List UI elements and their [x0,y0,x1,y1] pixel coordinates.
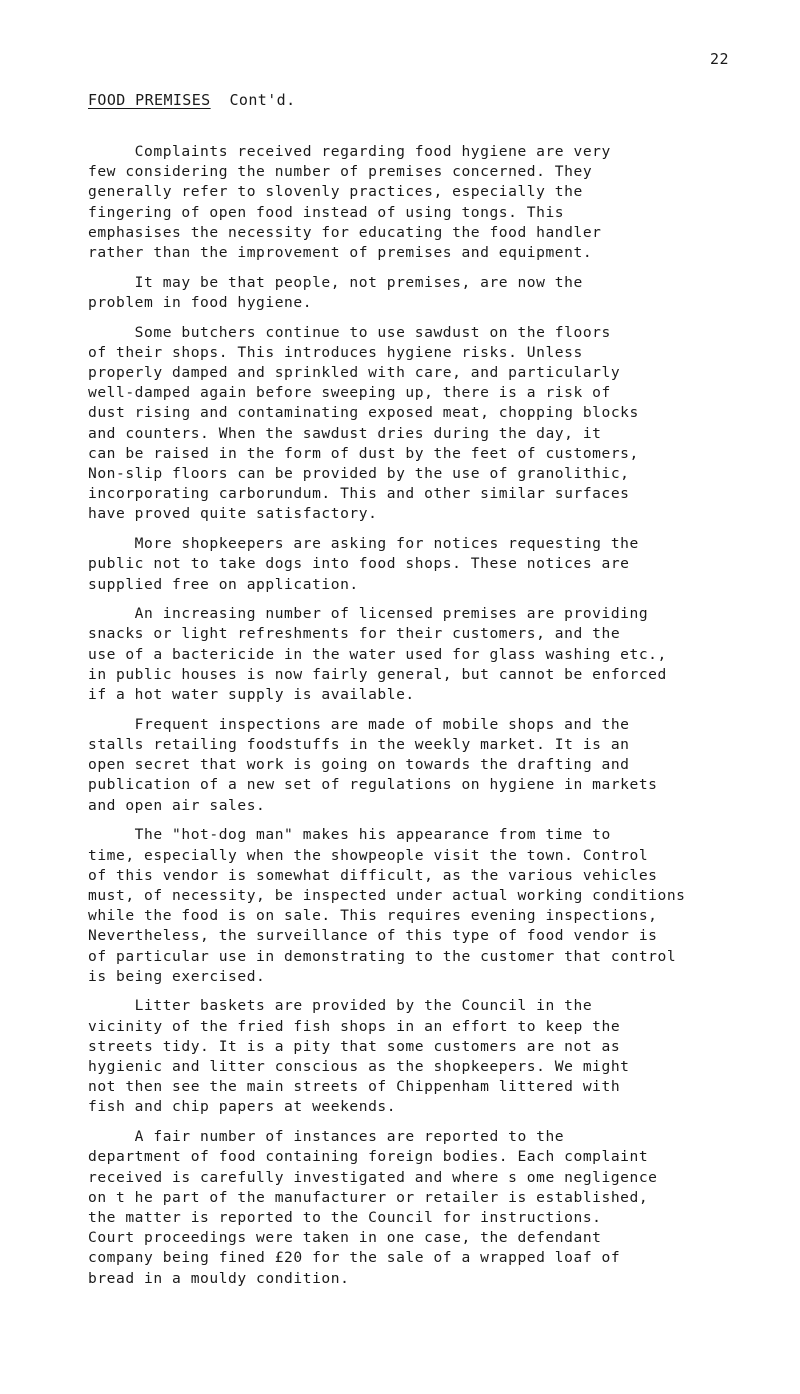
text-line: in public houses is now fairly general, but cannot be enforced [88,665,667,683]
text-line: emphasises the necessity for educating the food handler [88,223,602,241]
paragraph [88,825,800,987]
text-line: vicinity of the fried fish shops in an effort to keep the [88,1017,621,1035]
text-line: while the food is on sale. This requires evening inspections, [88,907,658,925]
text-line: stalls retailing foodstuffs in the weekly market. It is an [88,735,630,753]
text-line: open secret that work is going on towards the drafting and [88,756,630,774]
paragraph [88,273,800,313]
section-heading [88,91,296,109]
text-line: of particular use in demonstrating to the customer that control [88,947,677,965]
text-line: fish and chip papers at weekends. [88,1098,397,1116]
paragraph [88,604,800,705]
text-line: few considering the number of premises concerned. They [88,163,593,181]
text-line: incorporating carborundum. This and other similar surfaces [88,485,630,503]
text-line: The "hot-dog man" makes his appearance from time to [88,826,611,844]
text-line: fingering of open food instead of using tongs. This [88,203,565,221]
text-line: of this vendor is somewhat difficult, as the various vehicles [88,866,658,884]
page-number: 22 [710,50,730,68]
text-line: An increasing number of licensed premises are providing [88,605,649,623]
text-line: company being fined £20 for the sale of a wrapped loaf of [88,1249,621,1267]
text-line: Litter baskets are provided by the Council in the [88,997,593,1015]
text-line: is being exercised. [88,967,266,985]
text-line: use of a bactericide in the water used for glass washing etc., [88,645,667,663]
text-line: bread in a mouldy condition. [88,1269,350,1287]
text-line: time, especially when the showpeople visit the town. Control [88,846,649,864]
text-line: problem in food hygiene. [88,293,313,311]
text-line: dust rising and contaminating exposed meat, chopping blocks [88,404,639,422]
text-line: must, of necessity, be inspected under actual working conditions [88,886,686,904]
text-line: well-damped again before sweeping up, there is a risk of [88,384,611,402]
text-line: Frequent inspections are made of mobile shops and the [88,715,630,733]
text-line: More shopkeepers are asking for notices requesting the [88,535,639,553]
text-line: of their shops. This introduces hygiene risks. Unless [88,343,583,361]
text-line: streets tidy. It is a pity that some customers are not as [88,1037,621,1055]
text-line: Complaints received regarding food hygiene are very [88,143,611,160]
text-line: the matter is reported to the Council for instructions. [88,1208,602,1226]
text-line: A fair number of instances are reported to the [88,1128,565,1146]
text-line: properly damped and sprinkled with care, and particularly [88,364,621,382]
text-line: have proved quite satisfactory. [88,505,378,523]
text-line: snacks or light refreshments for their customers, and the [88,625,621,643]
text-line: can be raised in the form of dust by the feet of customers, [88,444,639,462]
paragraph [88,1127,800,1289]
text-line: supplied free on application. [88,575,359,593]
paragraph [88,996,800,1117]
paragraph [88,323,800,525]
text-line: Non-slip floors can be provided by the use of granolithic, [88,465,630,483]
text-line: publication of a new set of regulations on hygiene in markets [88,776,658,794]
text-line: and open air sales. [88,796,266,814]
text-line: and counters. When the sawdust dries during the day, it [88,424,602,442]
text-line: rather than the improvement of premises and equipment. [88,244,593,262]
text-line: Some butchers continue to use sawdust on the floors [88,323,611,341]
text-line: on t he part of the manufacturer or retailer is established, [88,1188,649,1206]
text-line: department of food containing foreign bodies. Each complaint [88,1148,649,1166]
text-line: hygienic and litter conscious as the shopkeepers. We might [88,1058,630,1076]
text-line: Court proceedings were taken in one case, the defendant [88,1229,602,1247]
paragraph [88,715,800,816]
section-title: FOOD PREMISES [88,91,211,109]
text-line: It may be that people, not premises, are now the [88,273,583,291]
section-title-suffix: Cont'd. [229,91,296,109]
text-line: received is carefully investigated and where s ome negligence [88,1168,658,1186]
body-text [88,142,800,1298]
text-line: public not to take dogs into food shops. These notices are [88,555,630,573]
text-line: generally refer to slovenly practices, especially the [88,183,583,201]
text-line: Nevertheless, the surveillance of this type of food vendor is [88,927,658,945]
paragraph [88,534,800,595]
text-line: not then see the main streets of Chippenham littered with [88,1078,621,1096]
paragraph [88,142,800,263]
text-line: if a hot water supply is available. [88,686,415,704]
